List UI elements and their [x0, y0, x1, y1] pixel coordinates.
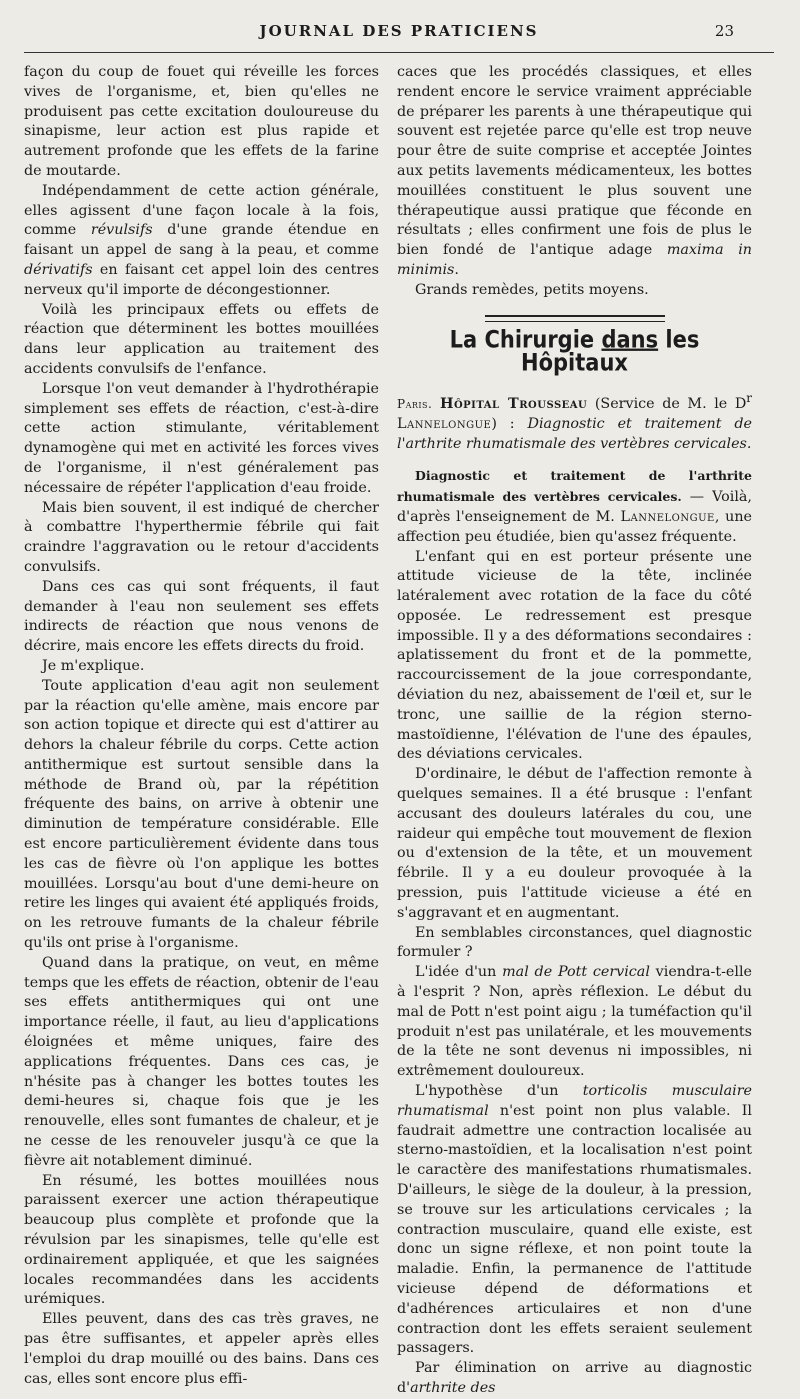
- paragraph: Diagnostic et traitement de l'arthrite rhumatismale des vertèbres cervicales. — Voilà, d'après l'enseignement de M. Lannelongue, une affection peu étudiée, bien qu'assez fréquente.: [397, 468, 752, 545]
- paragraph: Dans ces cas qui sont fréquents, il faut demander à l'eau non seulement ses effets indirects de réaction que nous venons de décrire, mais encore les effets directs du froid.: [24, 578, 379, 655]
- paragraph: En semblables circonstances, quel diagnostic formuler ?: [397, 924, 752, 961]
- paragraph: Toute application d'eau agit non seulement par la réaction qu'elle amène, mais encore par son action topique et directe qui est d'attirer au dehors la chaleur fébrile du corps. Cette action antithermique est surtout sensible dans la méthode de Brand où, par la répétition fréquente des bains, on arrive à obtenir une diminution de température considérable. Elle est encore particulièrement évidente dans tous les cas de fièvre où l'on applique les bottes mouillées. Lorsqu'au bout d'une demi-heure on retire les linges qui avaient été appliqués froids, on les retrouve fumants de la chaleur fébrile qu'ils ont prise à l'organisme.: [24, 677, 379, 952]
- paragraph: En résumé, les bottes mouillées nous paraissent exercer une action thérapeutique beaucoup plus complète et profonde que la révulsion par les sinapismes, telle qu'elle est ordinairement appliquée, et que les saignées locales recommandées dans les accidents urémiques.: [24, 1172, 379, 1308]
- section-title: La Chirurgie dans les Hôpitaux: [449, 325, 700, 376]
- paragraph: Je m'explique.: [42, 657, 145, 674]
- paragraph: Voilà les principaux effets ou effets de réaction que déterminent les bottes mouillées dans leur application au traitement des accidents convulsifs de l'enfance.: [24, 301, 379, 377]
- running-header: [24, 22, 774, 46]
- left-column: [24, 63, 379, 1399]
- section-divider: [485, 315, 665, 322]
- paragraph: caces que les procédés classiques, et elles rendent encore le service vraiment appréciable de préparer les parents à une thérapeutique qui souvent est rejetée parce qu'elle est trop neuve pour être de suite comprise et acceptée Jointes aux petits lavements médicamenteux, les bottes mouillées constituent le plus souvent une thérapeutique aussi pratique que féconde en résultats ; elles confirment une fois de plus le bien fondé de l'antique adage maxima in minimis.: [397, 64, 753, 278]
- paragraph: façon du coup de fouet qui réveille les forces vives de l'organisme, et, bien qu'elles ne produisent pas cette excitation douloureuse du sinapisme, leur action est plus rapide et autrement profonde que les effets de la farine de moutarde.: [24, 64, 379, 179]
- spacer: [397, 454, 752, 466]
- paragraph: Indépendamment de cette action générale, elles agissent d'une façon locale à la fois, comme révulsifs d'une grande étendue en faisant un appel de sang à la peau, et comme dérivatifs en faisant cet appel loin des centres nerveux qu'il importe de décongestionner.: [24, 182, 380, 298]
- paragraph: L'enfant qui en est porteur présente une attitude vicieuse de la tête, inclinée latéralement avec rotation de la face du côté opposée. Le redressement est presque impossible. Il y a des déformations secondaires : aplatissement du front et de la pommette, raccourcissement de la joue correspondante, déviation du nez, abaissement de l'œil et, sur le tronc, une saillie de la région sterno-mastoïdienne, l'élévation de l'une des épaules, des déviations cervicales.: [397, 548, 752, 763]
- paragraph: Quand dans la pratique, on veut, en même temps que les effets de réaction, obtenir de l'eau ses effets antithermiques qui ont une importance réelle, il faut, au lieu d'applications éloignées et même uniques, faire des applications fréquentes. Dans ces cas, je n'hésite pas à changer les bottes toutes les demi-heures si, chaque fois que je les renouvelle, elles sont fumantes de chaleur, et je ne cesse de les renouveler jusqu'à ce que la fièvre ait notablement diminué.: [24, 954, 379, 1169]
- report-title: Paris. Hôpital Trousseau (Service de M. le $D^r$ Lannelongue) : Diagnostic et traitement de l'arthrite rhumatismale des vertèbres cervicales.: [397, 391, 753, 452]
- paragraph: Par élimination on arrive au diagnostic d'arthrite des: [397, 1360, 752, 1396]
- paragraph: Elles peuvent, dans des cas très graves, ne pas être suffisantes, et appeler après elles l'emploi du drap mouillé ou des bains. Dans ces cas, elles sont encore plus effi-: [24, 1311, 379, 1387]
- paragraph: Grands remèdes, petits moyens.: [415, 281, 649, 298]
- right-column: [397, 63, 752, 1399]
- paragraph: Mais bien souvent, il est indiqué de chercher à combattre l'hyperthermie fébrile qui fait craindre l'aggravation ou le retour d'accidents convulsifs.: [24, 499, 379, 575]
- header-rule: [24, 52, 774, 53]
- page-number: 23: [714, 22, 734, 40]
- paragraph: Lorsque l'on veut demander à l'hydrothérapie simplement ses effets de réaction, c'est-à-dire cette action stimulante, véritablement dynamogène qui met en activité les forces vives de l'organisme, il n'est généralement pas nécessaire de répéter l'application d'eau froide.: [24, 380, 379, 496]
- paragraph: L'idée d'un mal de Pott cervical viendra-t-elle à l'esprit ? Non, après réflexion. Le début du mal de Pott n'est point aigu ; la tuméfaction qu'il produit n'est pas unilatérale, et les mouvements de la tête ne sont devenus ni impossibles, ni extrêmement douloureux.: [397, 964, 752, 1080]
- section-heading-block: [397, 315, 752, 376]
- journal-title: JOURNAL DES PRATICIENS: [259, 22, 539, 40]
- two-column-body: [24, 63, 774, 1399]
- paragraph: D'ordinaire, le début de l'affection remonte à quelques semaines. Il a été brusque : l'enfant accusant des douleurs latérales du cou, une raideur qui empêche tout mouvement de flexion ou d'extension de la tête, et un mouvement fébrile. Il y a eu douleur provoquée à la pression, puis l'attitude vicieuse a été en s'aggravant et en augmentant.: [397, 766, 752, 921]
- paragraph: L'hypothèse d'un torticolis musculaire rhumatismal n'est point non plus valable. Il faudrait admettre une contraction localisée au sterno-mastoïdien, et la localisation n'est point le caractère des manifestations rhumatismales. D'ailleurs, le siège de la douleur, à la pression, se trouve sur les articulations cervicales ; la contraction musculaire, quand elle existe, est donc un signe réflexe, et non point toute la maladie. Enfin, la permanence de l'attitude vicieuse dépend de déformations et d'adhérences articulaires et non d'une contraction dont les effets seraient seulement passagers.: [397, 1083, 752, 1357]
